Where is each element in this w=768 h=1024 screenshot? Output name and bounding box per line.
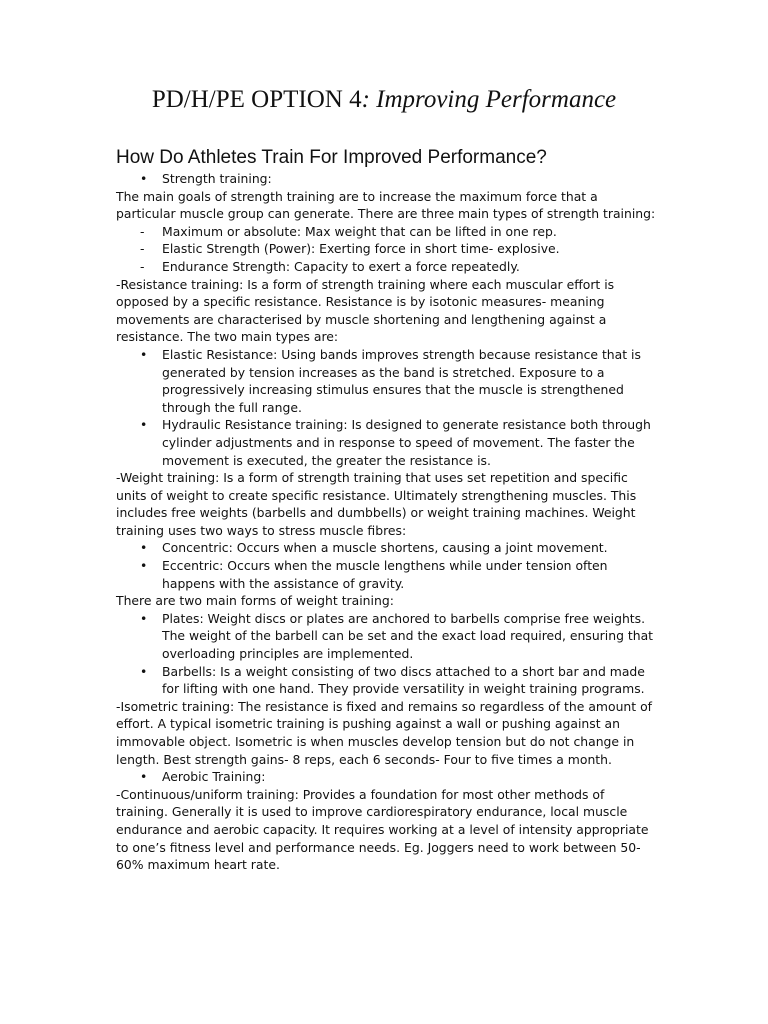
bullet-list [116, 663, 656, 698]
paragraph: There are two main forms of weight training: [116, 593, 394, 609]
dash-list [116, 240, 656, 258]
dash-list-item: - Elastic Strength (Power): Exerting force in short time- explosive. [116, 240, 656, 258]
bullet-list-item: • Eccentric: Occurs when the muscle lengthens while under tension often happens with the assistance of gravity. [116, 557, 656, 592]
bullet-list [116, 610, 656, 663]
bullet-list-item: • Concentric: Occurs when a muscle shortens, causing a joint movement. [116, 539, 656, 557]
paragraph: -Continuous/uniform training: Provides a foundation for most other methods of training. Generally it is used to improve cardiorespiratory endurance, local muscle endurance and aerobic capacity. It requires working at a level of intensity appropriate to one’s fitness level and performance needs. Eg. Joggers need to work between 50-60% maximum heart rate. [116, 786, 649, 873]
title-prefix: PD/H/PE OPTION 4 [151, 86, 362, 113]
section-heading: How Do Athletes Train For Improved Performance? [116, 147, 547, 168]
dash-list [116, 258, 656, 276]
title-suffix: : Improving Performance [361, 86, 617, 113]
document-body [116, 170, 656, 874]
paragraph: -Isometric training: The resistance is fixed and remains so regardless of the amount of effort. A typical isometric training is pushing against a wall or pushing against an immovable object. Isometric is when muscles develop tension but do not change in length. Best strength gains- 8 reps, each 6 seconds- Four to five times a month. [116, 698, 653, 767]
dash-list-item: - Endurance Strength: Capacity to exert a force repeatedly. [116, 258, 656, 276]
paragraph: -Resistance training: Is a form of strength training where each muscular effort is opposed by a specific resistance. Resistance is by isotonic measures- meaning movements are characterised by muscle shortening and lengthening against a resistance. The two main types are: [116, 276, 615, 345]
bullet-list-item: • Plates: Weight discs or plates are anchored to barbells comprise free weights. The weight of the barbell can be set and the exact load required, ensuring that overloading principles are implemented. [116, 610, 656, 663]
bullet-list-item: • Aerobic Training: [116, 768, 656, 786]
bullet-list [116, 346, 656, 416]
bullet-list-item: • Strength training: [116, 170, 656, 188]
bullet-list [116, 539, 656, 557]
bullet-list [116, 416, 656, 469]
bullet-list-item: • Elastic Resistance: Using bands improves strength because resistance that is generated by tension increases as the band is stretched. Exposure to a progressively increasing stimulus ensures that the muscle is strengthened through the full range. [116, 346, 656, 416]
bullet-list [116, 557, 656, 592]
bullet-list [116, 768, 656, 786]
dash-list [116, 223, 656, 241]
page-title [0, 86, 768, 114]
bullet-list [116, 170, 656, 188]
dash-list-item: - Maximum or absolute: Max weight that can be lifted in one rep. [116, 223, 656, 241]
paragraph: The main goals of strength training are to increase the maximum force that a particular muscle group can generate. There are three main types of strength training: [116, 188, 656, 222]
bullet-list-item: • Barbells: Is a weight consisting of two discs attached to a short bar and made for lifting with one hand. They provide versatility in weight training programs. [116, 663, 656, 698]
paragraph: -Weight training: Is a form of strength training that uses set repetition and specific units of weight to create specific resistance. Ultimately strengthening muscles. This includes free weights (barbells and dumbbells) or weight training machines. Weight training uses two ways to stress muscle fibres: [116, 470, 637, 538]
bullet-list-item: • Hydraulic Resistance training: Is designed to generate resistance both through cylinder adjustments and in response to speed of movement. The faster the movement is executed, the greater the resistance is. [116, 416, 656, 469]
